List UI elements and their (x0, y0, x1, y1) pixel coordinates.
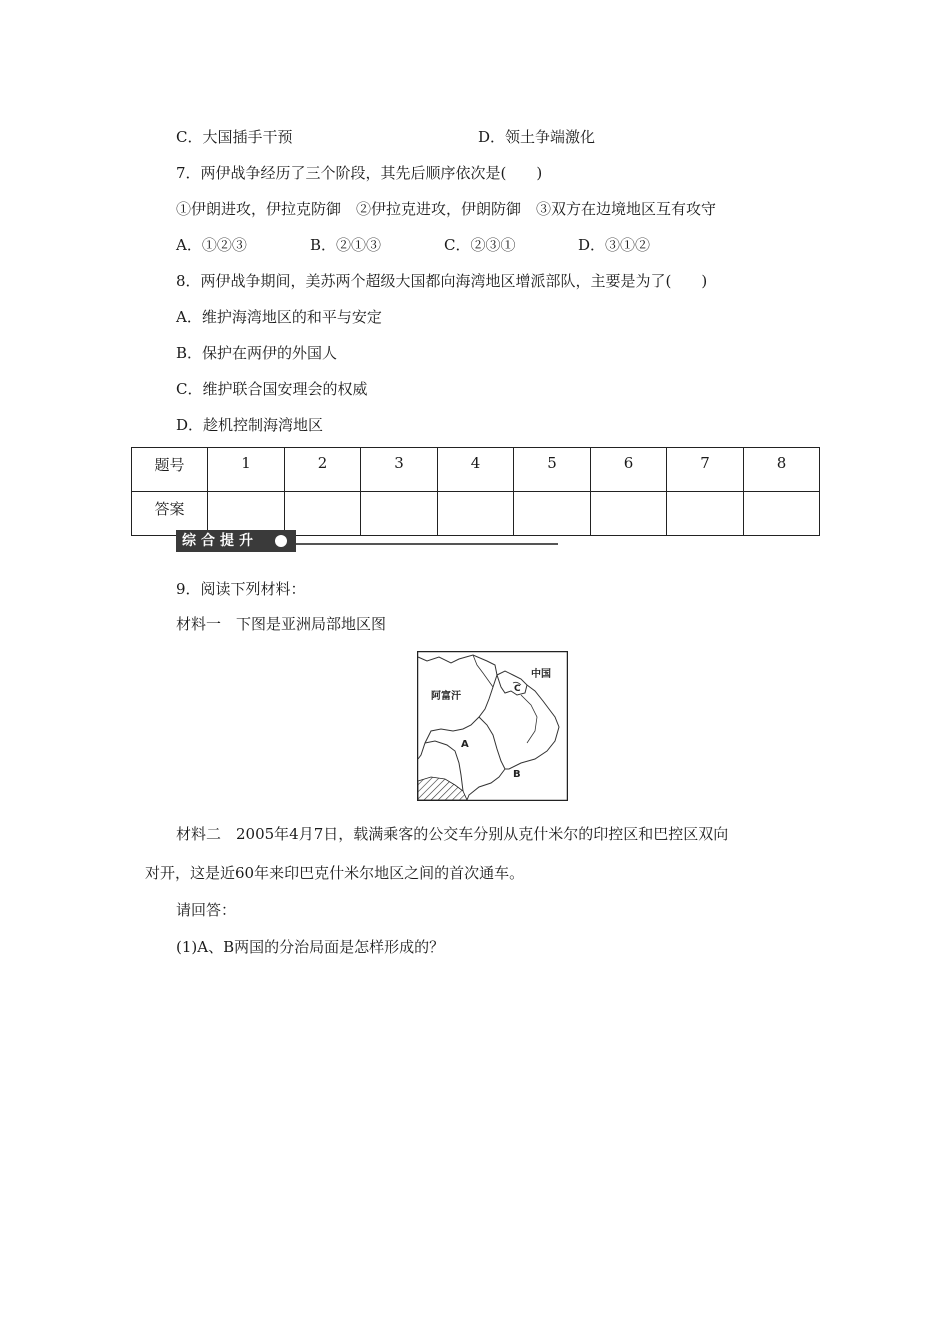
answer-cell[interactable] (438, 492, 514, 536)
map-label-b: B (513, 769, 521, 780)
q9-material1: 材料一 下图是亚洲局部地区图 (176, 615, 387, 633)
question-number-cell: 4 (438, 448, 514, 492)
table-answer-label: 答案 (132, 492, 208, 536)
q7-option-c: C．②③① (444, 236, 516, 254)
question-number-cell: 5 (514, 448, 591, 492)
section-divider (296, 543, 558, 545)
answer-table (131, 447, 820, 536)
answer-cell[interactable] (591, 492, 667, 536)
q6-option-c: C．大国插手干预 (176, 128, 293, 146)
answer-cell[interactable] (208, 492, 285, 536)
q7-stem: 7．两伊战争经历了三个阶段，其先后顺序依次是( ) (176, 164, 543, 182)
map-figure (417, 651, 568, 801)
table-row (132, 448, 820, 492)
answer-cell[interactable] (361, 492, 438, 536)
question-number-cell: 8 (744, 448, 820, 492)
q6-option-d: D．领土争端激化 (478, 128, 596, 146)
answer-cell[interactable] (667, 492, 744, 536)
question-number-cell: 1 (208, 448, 285, 492)
section-banner-label: 综合提升 (176, 530, 296, 552)
question-number-cell: 3 (361, 448, 438, 492)
table-header-label: 题号 (132, 448, 208, 492)
asia-region-map (417, 651, 568, 801)
table-row (132, 492, 820, 536)
answer-cell[interactable] (744, 492, 820, 536)
q9-material2-line1: 材料二 2005年4月7日，载满乘客的公交车分别从克什米尔的印控区和巴控区双向 (176, 825, 729, 843)
q7-option-d: D．③①② (578, 236, 651, 254)
q9-sub1: (1)A、B两国的分治局面是怎样形成的？ (176, 938, 445, 956)
map-label-a: A (461, 739, 469, 750)
q9-material2-line2: 对开，这是近60年来印巴克什米尔地区之间的首次通车。 (145, 864, 525, 882)
question-number-cell: 2 (285, 448, 361, 492)
answer-cell[interactable] (514, 492, 591, 536)
q9-prompt: 请回答： (176, 901, 237, 919)
answer-cell[interactable] (285, 492, 361, 536)
q8-option-d: D．趁机控制海湾地区 (176, 416, 324, 434)
map-label-c: C (514, 684, 521, 694)
bullet-dot-icon (275, 535, 287, 547)
q8-stem: 8．两伊战争期间，美苏两个超级大国都向海湾地区增派部队，主要是为了( ) (176, 272, 708, 290)
q8-option-a: A．维护海湾地区的和平与安定 (176, 308, 382, 326)
q9-stem: 9．阅读下列材料： (176, 580, 306, 598)
q8-option-b: B．保护在两伊的外国人 (176, 344, 338, 362)
map-label-afghanistan: 阿富汗 (431, 691, 461, 702)
section-banner (176, 530, 558, 552)
q7-option-a: A．①②③ (176, 236, 247, 254)
q7-option-b: B．②①③ (310, 236, 382, 254)
q7-items: ①伊朗进攻，伊拉克防御 ②伊拉克进攻，伊朗防御 ③双方在边境地区互有攻守 (176, 200, 717, 218)
question-number-cell: 7 (667, 448, 744, 492)
map-label-china: 中国 (531, 669, 551, 680)
question-number-cell: 6 (591, 448, 667, 492)
q8-option-c: C．维护联合国安理会的权威 (176, 380, 368, 398)
